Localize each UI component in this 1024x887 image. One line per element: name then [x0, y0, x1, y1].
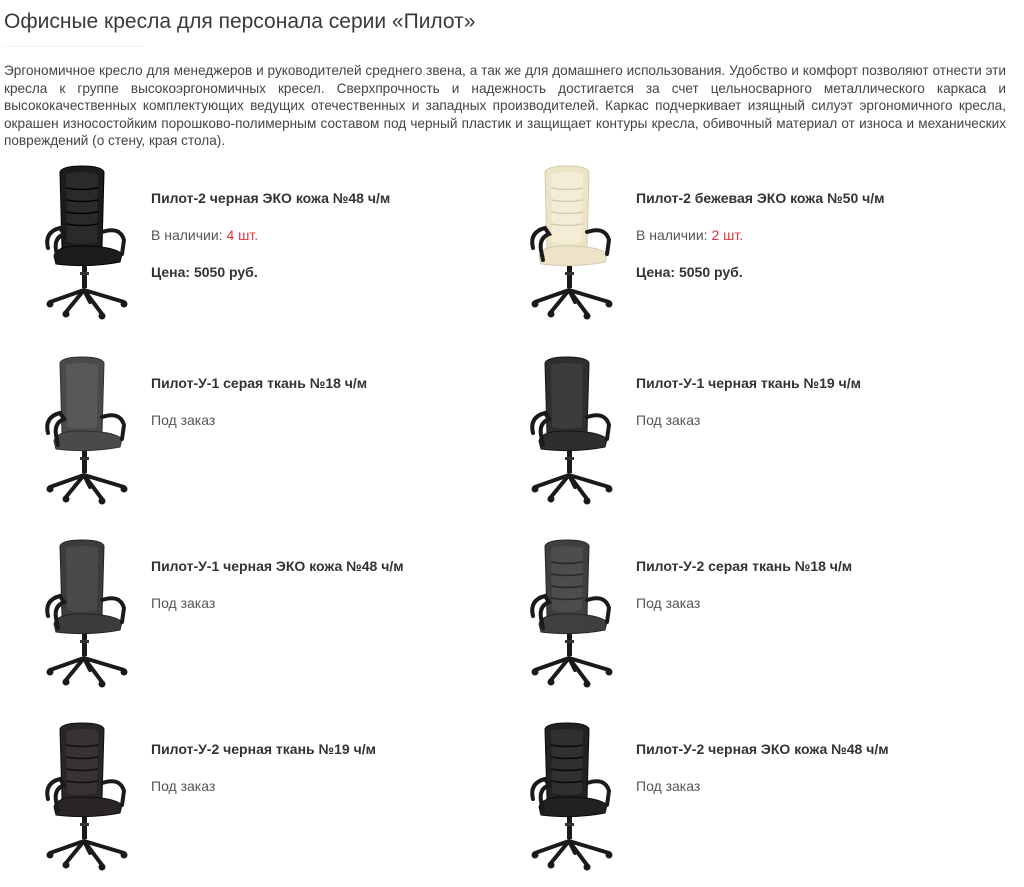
- product-info: [151, 188, 421, 282]
- product-name-link[interactable]: Пилот-У-1 черная ткань №19 ч/м: [636, 375, 861, 391]
- chair-image: [40, 530, 140, 690]
- product-info: [151, 373, 421, 430]
- product-card: [40, 347, 510, 517]
- product-card: [525, 713, 995, 883]
- product-name-link[interactable]: Пилот-У-2 черная ЭКО кожа №48 ч/м: [636, 741, 889, 757]
- product-card: [40, 530, 510, 700]
- product-info: [636, 739, 906, 796]
- chair-image: [525, 713, 625, 873]
- chair-image: [40, 347, 140, 507]
- product-card: [40, 162, 510, 332]
- chair-image: [525, 530, 625, 690]
- product-image[interactable]: [525, 347, 625, 507]
- chair-image: [40, 162, 140, 322]
- page-title: Офисные кресла для персонала серии «Пилот»: [4, 10, 476, 33]
- price: Цена: 5050 руб.: [151, 264, 258, 280]
- product-image[interactable]: [525, 713, 625, 873]
- availability: [636, 225, 906, 245]
- product-card: [525, 530, 995, 700]
- availability-qty: 2 шт.: [711, 227, 744, 243]
- chair-image: [525, 162, 625, 322]
- product-name-link[interactable]: Пилот-2 черная ЭКО кожа №48 ч/м: [151, 190, 391, 206]
- availability-label: В наличии:: [151, 227, 227, 243]
- product-image[interactable]: [40, 530, 140, 690]
- chair-image: [525, 347, 625, 507]
- availability-label: В наличии:: [636, 227, 712, 243]
- product-info: [151, 739, 421, 796]
- product-name-link[interactable]: Пилот-У-2 серая ткань №18 ч/м: [636, 558, 853, 574]
- product-info: [636, 373, 906, 430]
- product-image[interactable]: [525, 530, 625, 690]
- product-card: [525, 162, 995, 332]
- availability: [151, 225, 421, 245]
- order-status: Под заказ: [151, 778, 216, 794]
- product-name-link[interactable]: Пилот-У-1 серая ткань №18 ч/м: [151, 375, 368, 391]
- product-name-link[interactable]: Пилот-У-1 черная ЭКО кожа №48 ч/м: [151, 558, 404, 574]
- product-card: [525, 347, 995, 517]
- product-info: [636, 556, 906, 613]
- product-image[interactable]: [40, 713, 140, 873]
- order-status: Под заказ: [636, 778, 701, 794]
- product-name-link[interactable]: Пилот-У-2 черная ткань №19 ч/м: [151, 741, 376, 757]
- order-status: Под заказ: [151, 595, 216, 611]
- availability-qty: 4 шт.: [226, 227, 259, 243]
- order-status: Под заказ: [636, 595, 701, 611]
- product-image[interactable]: [525, 162, 625, 322]
- price: Цена: 5050 руб.: [636, 264, 743, 280]
- product-image[interactable]: [40, 162, 140, 322]
- order-status: Под заказ: [636, 412, 701, 428]
- product-image[interactable]: [40, 347, 140, 507]
- product-info: [636, 188, 906, 282]
- intro-text: Эргономичное кресло для менеджеров и руководителей среднего звена, а так же для домашнего использования. Удобство и комфорт позволяют отнести эти кресла к группе высокоэргономичных кресел. Сверхпрочность и надежность достигается за счет цельносварного металлического каркаса и высококачественных комплектующих ведущих отечественных и западных производителей. Каркас подчеркивает изящный силуэт эргономичного кресла, окрашен износостойким порошково-полимерным составом под черный пластик и защищает контуры кресла, обивочный материал от износа и механических повреждений (о стену, края стола).: [4, 63, 1006, 149]
- order-status: Под заказ: [151, 412, 216, 428]
- product-info: [151, 556, 421, 613]
- title-divider: [4, 46, 144, 47]
- chair-image: [40, 713, 140, 873]
- product-card: [40, 713, 510, 883]
- product-name-link[interactable]: Пилот-2 бежевая ЭКО кожа №50 ч/м: [636, 190, 885, 206]
